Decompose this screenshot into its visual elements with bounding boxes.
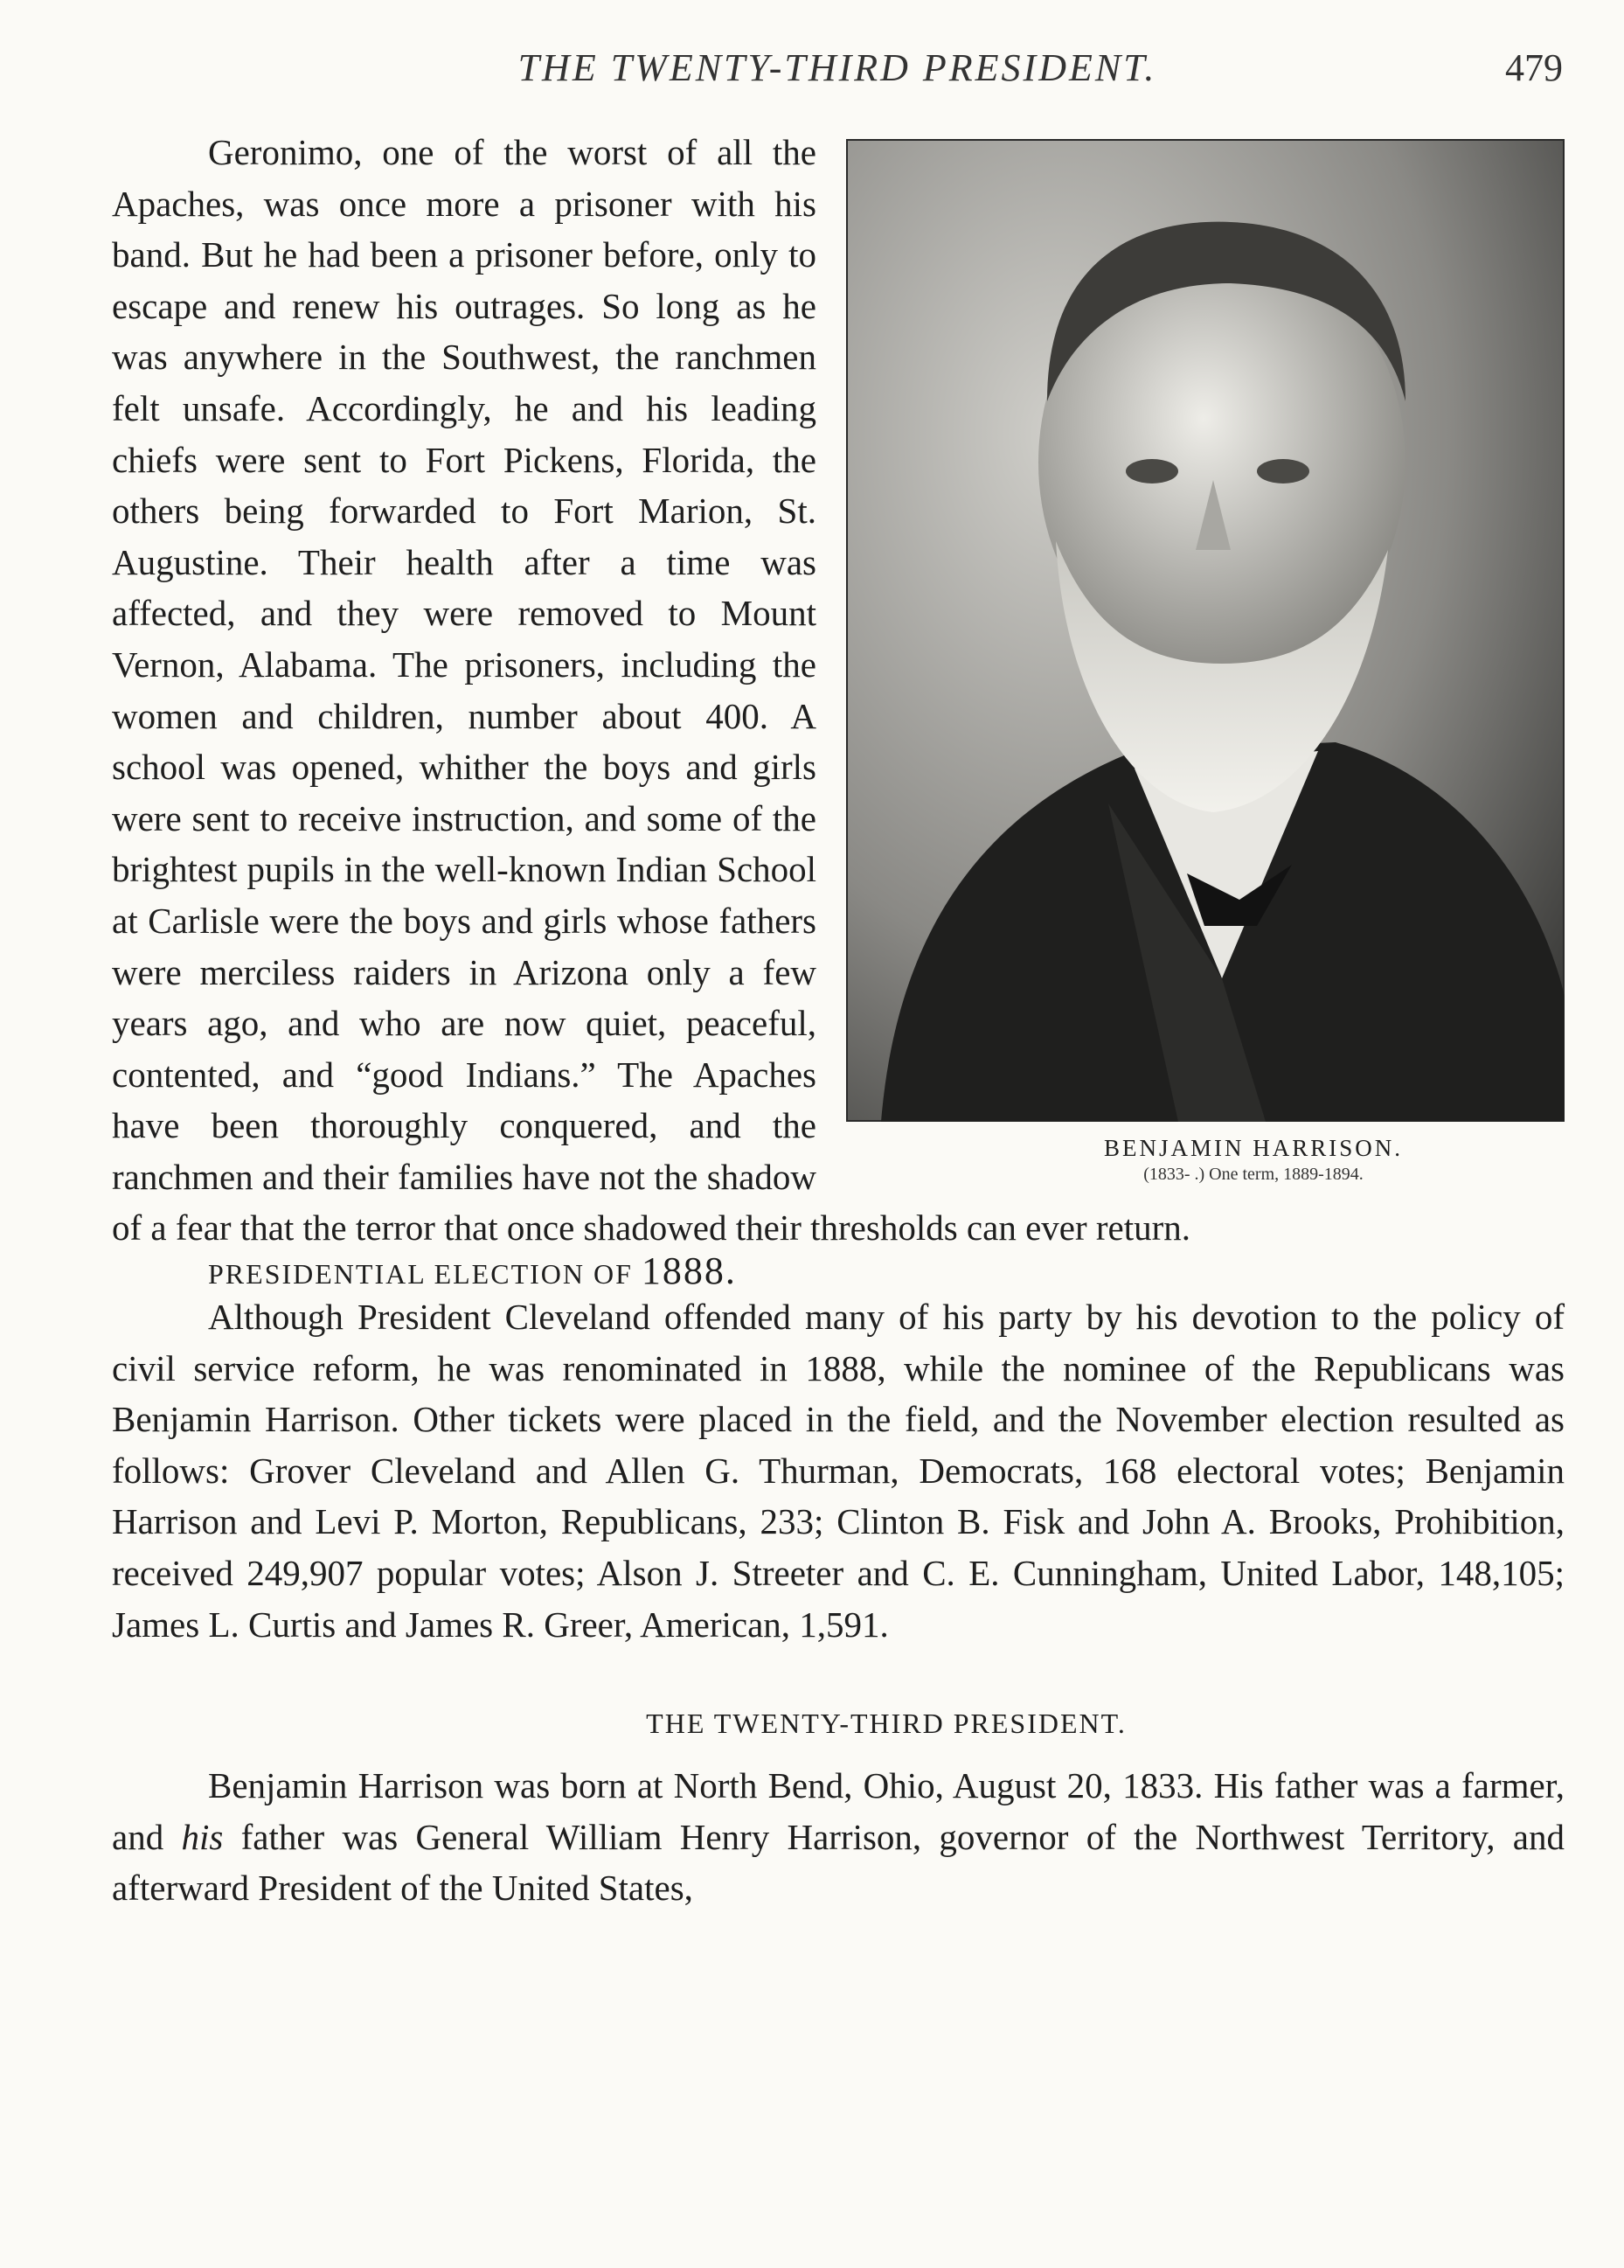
paragraph-geronimo-text: Geronimo, one of the worst of all the Apaches, was once more a prisoner with his band. But he had been a prisoner before, only to escape and renew his outrages. So long as he was anywhere in the Southwest, the ranchmen felt unsafe. Accordingly, he and his leading chiefs were sent to Fort Pickens, Florida, the others being forwarded to Fort Marion, St. Augustine. Their health after a time was affected, and they were removed to Mount Vernon, Alabama. The prisoners, including the women and children, number about 400. A school was opened, whither the boys and girls were sent to receive instruction, and some of the brightest pupils in the well-known Indian School at Carlisle were the boys and girls whose fathers were merciless raiders in Arizona only a few years ago, and who are now quiet, peaceful, contented, and “good Indians.” The Apaches have been thoroughly conquered, and the ranchmen and their families have not the shadow of a fear that the terror that once shadowed their thresholds can ever return. — [112, 132, 1191, 1249]
running-head — [112, 45, 1563, 98]
birth-text-start: Benjamin Harrison was born at North Bend, Ohio, August 20, 1833. His father was a farmer, and — [112, 1765, 1565, 1857]
heading-election-text: PRESIDENTIAL ELECTION OF — [208, 1258, 633, 1291]
page-body — [112, 127, 1565, 1914]
portrait-caption-name: BENJAMIN HARRISON. — [1103, 1135, 1404, 1161]
birth-text-end: father was General William Henry Harrison, governor of the Northwest Territory, and afterward President of the United States, — [112, 1816, 1565, 1909]
paragraph-geronimo — [112, 127, 1565, 1254]
portrait-caption-dates: (1833- .) One term, 1889-1894. — [1143, 1165, 1364, 1184]
birth-text-italic: his — [181, 1816, 224, 1857]
running-title: THE TWENTY-THIRD PRESIDENT. — [517, 46, 1157, 89]
paragraph-harrison-birth — [112, 1760, 1565, 1914]
harrison-portrait-figure — [846, 139, 1565, 1186]
paragraph-election-results: Although President Cleveland offended many of his party by his devotion to the policy of civil service reform, he was renominated in 1888, while the nominee of the Republicans was Benjamin Harrison. Other tickets were placed in the field, and the November election resulted as follows: Grover Cleveland and Allen G. Thurman, Democrats, 168 electoral votes; Benjamin Harrison and Levi P. Morton, Republicans, 233; Clinton B. Fisk and John A. Brooks, Prohibition, received 249,907 popular votes; Alson J. Streeter and C. E. Cunningham, United Labor, 148,105; James L. Curtis and James R. Greer, American, 1,591. — [112, 1297, 1565, 1645]
heading-twenty-third-president: THE TWENTY-THIRD PRESIDENT. — [646, 1708, 1127, 1740]
heading-election-year: 1888. — [641, 1249, 737, 1293]
harrison-portrait-image — [846, 139, 1565, 1122]
heading-presidential-election — [112, 1249, 1565, 1293]
page-number: 479 — [1505, 46, 1563, 89]
